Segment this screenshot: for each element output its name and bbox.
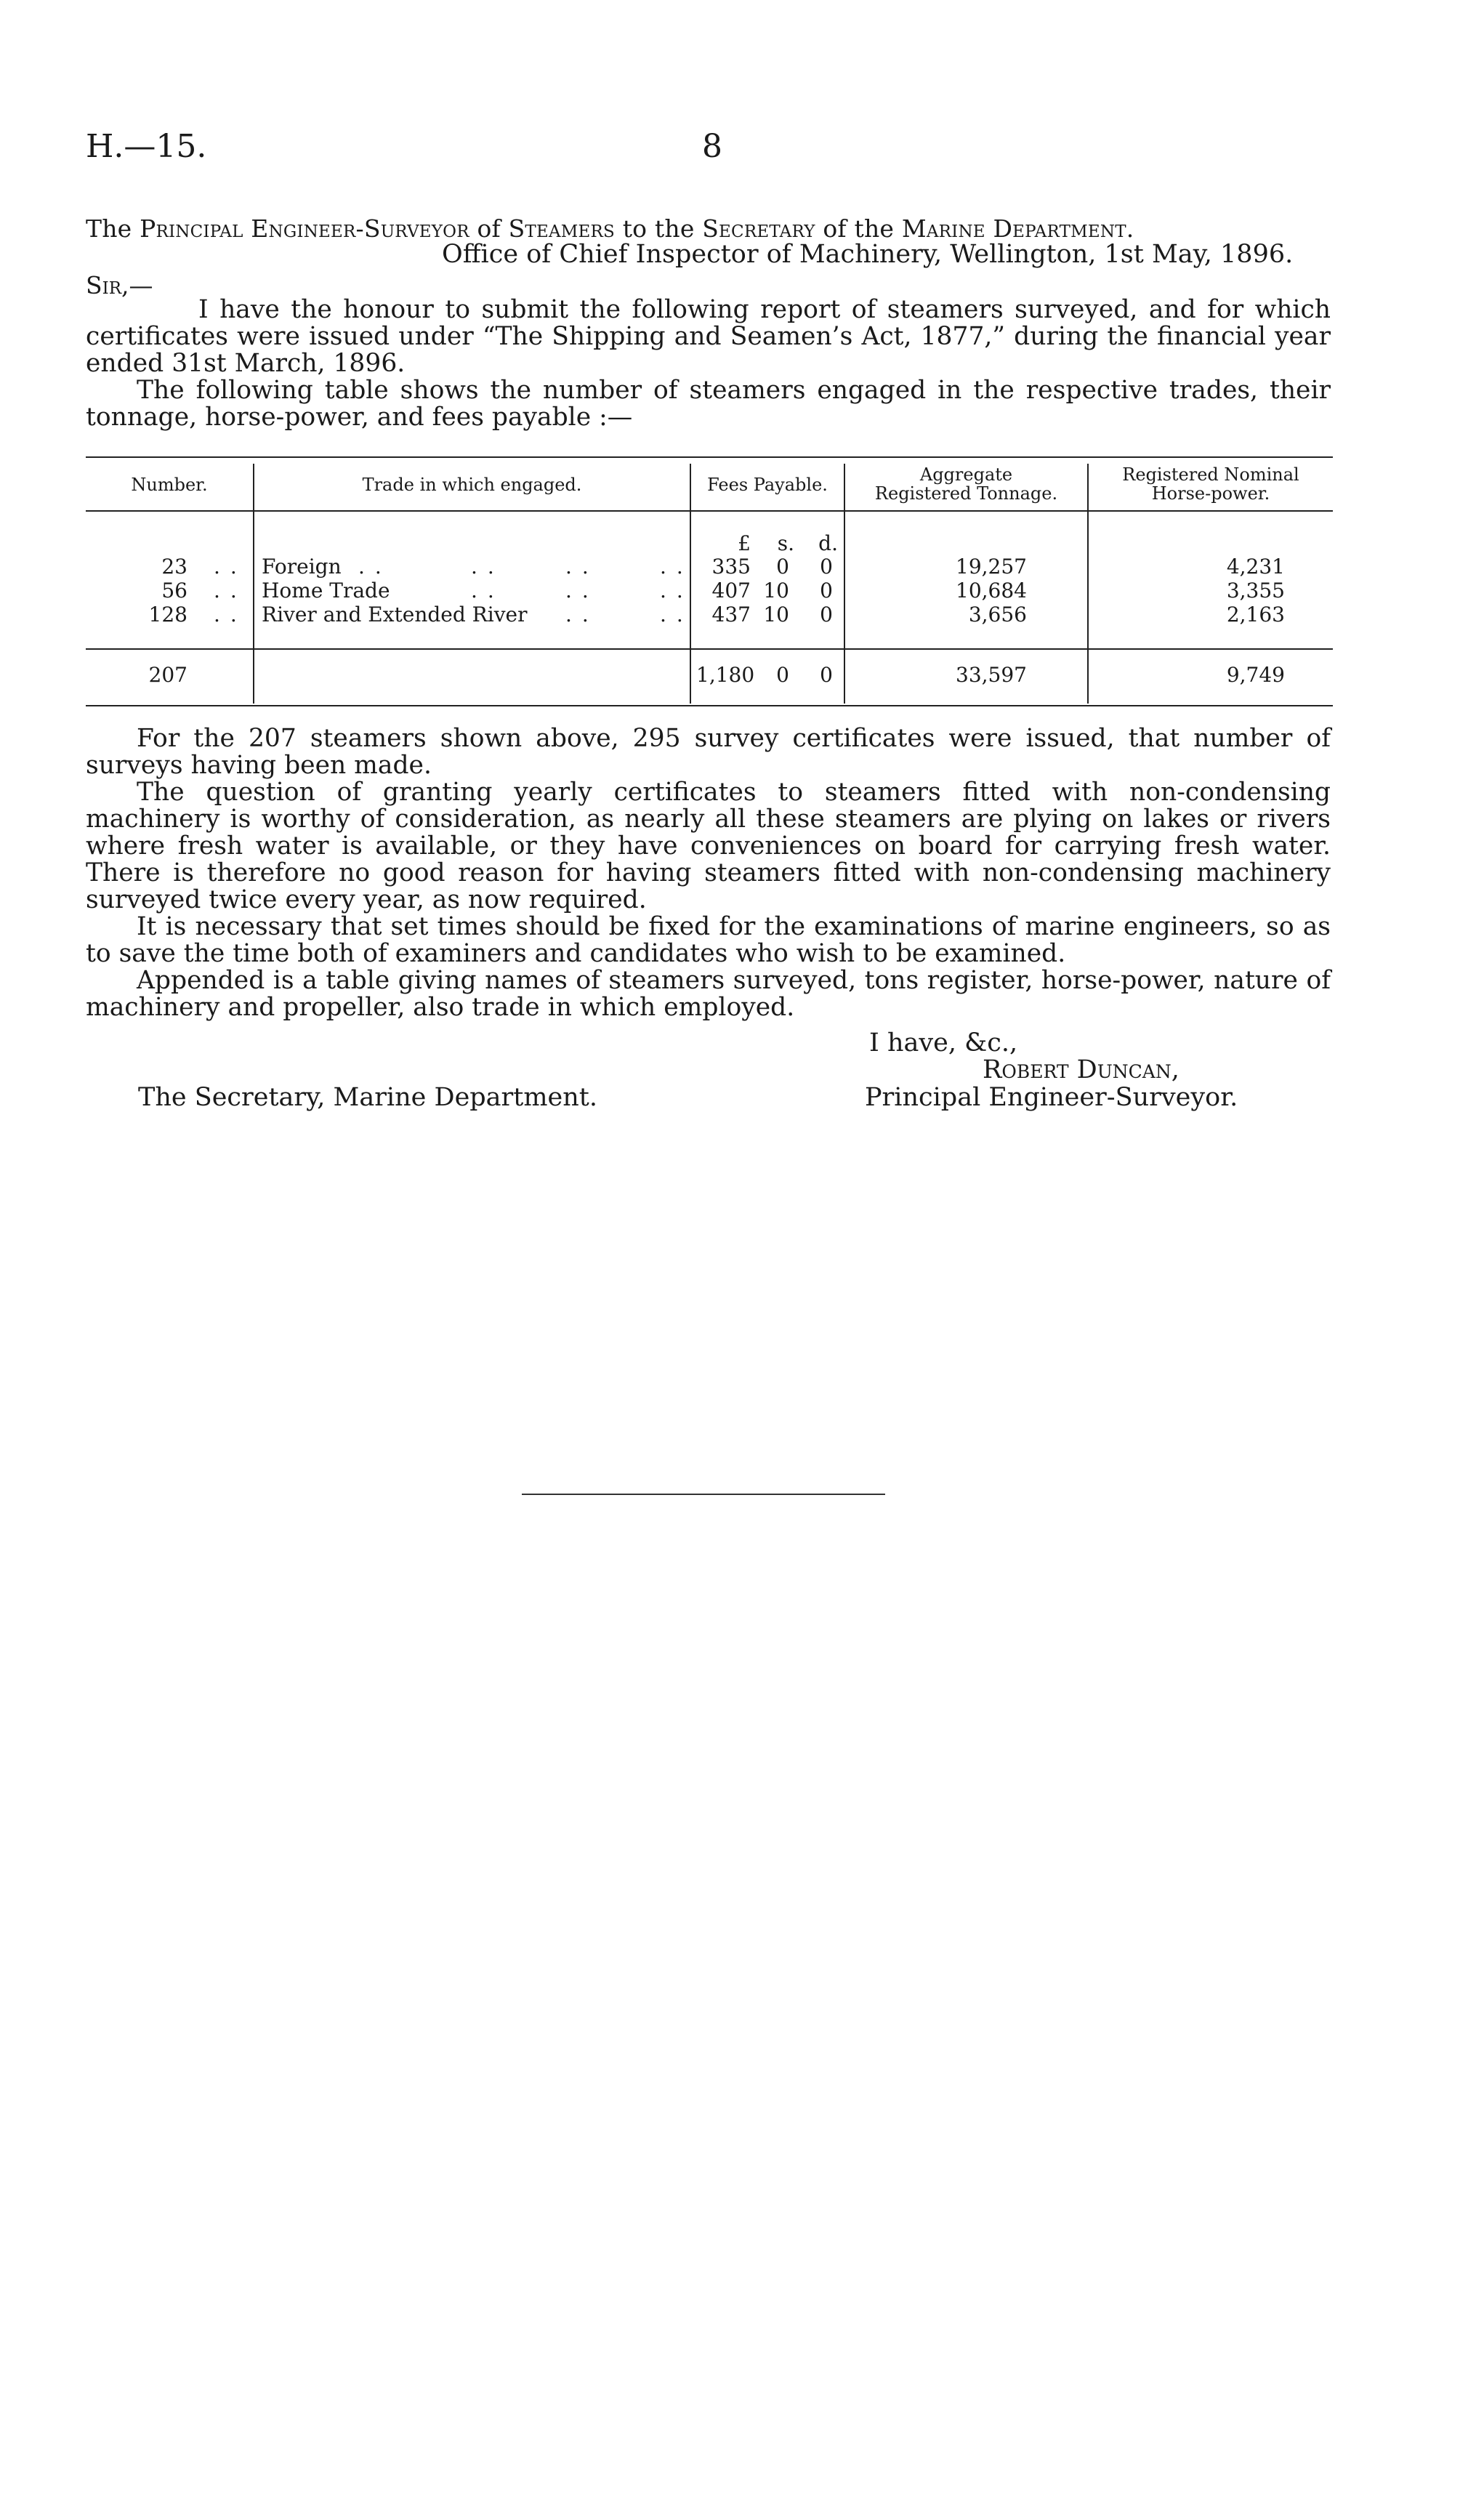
unit-shillings: s. <box>777 531 794 555</box>
paragraph-report-intro: I have the honour to submit the following report of steamers surveyed, and for which certificates were issued under “The Shipping and Seamen’s Act, 1877,” during the financial year ended 31st March, 1896. <box>86 295 1331 378</box>
header-number: Number. <box>131 475 208 495</box>
row-pounds: 407 <box>711 579 751 603</box>
row-number: 128 <box>148 603 187 626</box>
row-number: 56 <box>161 579 187 603</box>
total-number: 207 <box>148 663 187 687</box>
leader-dots: .. <box>214 603 247 626</box>
paragraph-appended-table: Appended is a table giving names of steamers surveyed, tons register, horse-power, nature of machinery and propeller, also trade in which employed. <box>86 966 1331 1022</box>
header-fees: Fees Payable. <box>707 475 828 495</box>
table-total-rule <box>86 648 1333 650</box>
office-dateline: Office of Chief Inspector of Machinery, Wellington, 1st May, 1896. <box>442 240 1294 269</box>
paragraph-yearly-certificates: The question of granting yearly certificates to steamers fitted with non-condensing machinery is worthy of consideration, as nearly all these steamers are plying on lakes or rivers where fresh water is available, or they have conveniences on board for carrying fresh water. There is therefore no good reason for having steamers fitted with non-condensing machinery surveyed twice every year, as now required. <box>86 778 1331 914</box>
closing-phrase: I have, &c., <box>869 1028 1018 1057</box>
leader-dots: .. <box>214 579 247 603</box>
leader-dots: .. <box>660 603 693 626</box>
addressee: The Secretary, Marine Department. <box>138 1083 597 1112</box>
total-shillings: 0 <box>776 663 789 687</box>
row-pence: 0 <box>820 555 833 579</box>
paragraph-examinations: It is necessary that set times should be fixed for the examinations of marine engineers, so as to save the time both of examiners and candidates who wish to be examined. <box>86 912 1331 968</box>
row-trade: Foreign <box>262 555 342 579</box>
row-horse-power: 2,163 <box>1226 603 1285 626</box>
leader-dots: .. <box>565 555 599 579</box>
total-tonnage: 33,597 <box>956 663 1027 687</box>
table-top-rule <box>86 456 1333 458</box>
unit-pounds: £ <box>738 531 751 555</box>
row-shillings: 0 <box>776 555 789 579</box>
steamers-summary-table <box>86 456 1333 707</box>
signatory-name: Robert Duncan, <box>983 1055 1179 1084</box>
row-pence: 0 <box>820 603 833 626</box>
row-shillings: 10 <box>763 603 789 626</box>
leader-dots: .. <box>214 555 247 579</box>
leader-dots: .. <box>471 579 504 603</box>
total-pounds: 1,180 <box>696 663 755 687</box>
paragraph-certificates: For the 207 steamers shown above, 295 survey certificates were issued, that number of surveys having been made. <box>86 724 1331 780</box>
row-horse-power: 3,355 <box>1226 579 1285 603</box>
leader-dots: .. <box>358 555 392 579</box>
row-tonnage: 10,684 <box>956 579 1027 603</box>
row-number: 23 <box>161 555 187 579</box>
letter-heading: The Principal Engineer-Surveyor of Steamers to the Secretary of the Marine Department. <box>86 214 1134 243</box>
salutation: Sir,— <box>86 271 153 299</box>
row-horse-power: 4,231 <box>1226 555 1285 579</box>
leader-dots: .. <box>565 579 599 603</box>
row-pence: 0 <box>820 579 833 603</box>
total-pence: 0 <box>820 663 833 687</box>
leader-dots: .. <box>565 603 599 626</box>
total-horse-power: 9,749 <box>1226 663 1285 687</box>
row-trade: Home Trade <box>262 579 390 603</box>
leader-dots: .. <box>471 555 504 579</box>
row-tonnage: 3,656 <box>968 603 1027 626</box>
row-pounds: 335 <box>711 555 751 579</box>
header-tonnage: Aggregate Registered Tonnage. <box>874 464 1058 504</box>
paragraph-table-intro: The following table shows the number of steamers engaged in the respective trades, their tonnage, horse-power, and fees payable :— <box>86 376 1331 432</box>
table-bottom-rule <box>86 705 1333 706</box>
row-pounds: 437 <box>711 603 751 626</box>
signatory-title: Principal Engineer-Surveyor. <box>865 1083 1238 1112</box>
leader-dots: .. <box>660 579 693 603</box>
page-number: 8 <box>702 128 722 165</box>
header-trade: Trade in which engaged. <box>362 475 582 495</box>
unit-pence: d. <box>818 531 838 555</box>
section-divider <box>522 1494 885 1495</box>
row-trade: River and Extended River <box>262 603 528 626</box>
row-tonnage: 19,257 <box>956 555 1027 579</box>
row-shillings: 10 <box>763 579 789 603</box>
table-header-rule <box>86 510 1333 512</box>
leader-dots: .. <box>660 555 693 579</box>
column-divider <box>253 464 254 704</box>
header-horse-power: Registered Nominal Horse-power. <box>1122 464 1299 504</box>
document-code: H.—15. <box>86 128 207 165</box>
